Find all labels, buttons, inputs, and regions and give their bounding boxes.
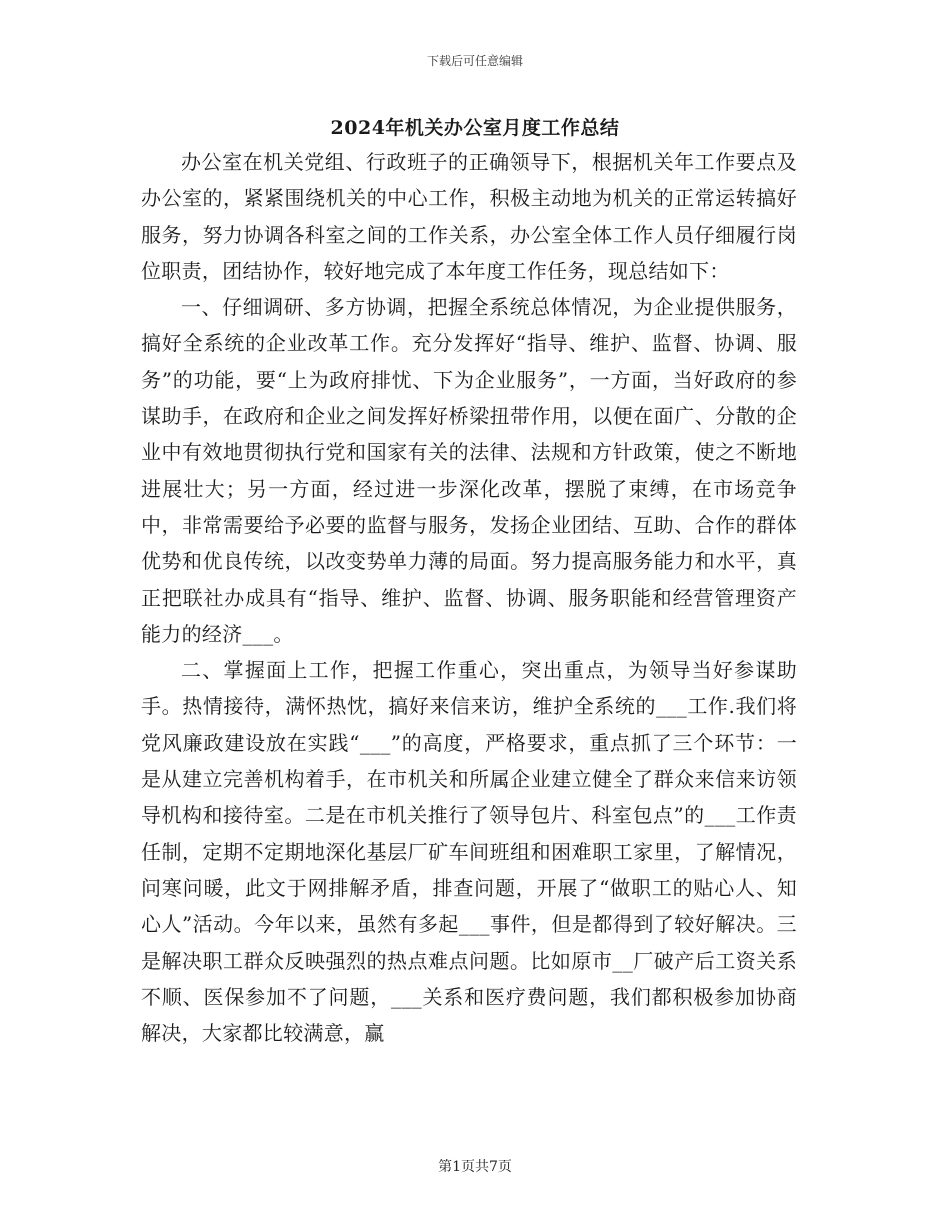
paragraph-section-one: 一、仔细调研、多方协调，把握全系统总体情况，为企业提供服务，搞好全系统的企业改革工作。充分发挥好“指导、维护、监督、协调、服务”的功能，要“上为政府排忧、下为企业服务”，一方面，当好政府的参谋助手，在政府和企业之间发挥好桥梁扭带作用，以便在面广、分散的企业中有效地贯彻执行党和国家有关的法律、法规和方针政策，使之不断地进展壮大；另一方面，经过进一步深化改革，摆脱了束缚，在市场竞争中，非常需要给予必要的监督与服务，发扬企业团结、互助、合作的群体优势和优良传统，以改变势单力薄的局面。努力提高服务能力和水平，真正把联社办成具有“指导、维护、监督、协调、服务职能和经营管理资产能力的经济___。 — [141, 295, 797, 646]
page-header-note: 下载后可任意编辑 — [426, 54, 523, 68]
document-title: 2024年机关办公室月度工作总结 — [330, 117, 620, 139]
paragraph-intro: 办公室在机关党组、行政班子的正确领导下，根据机关年工作要点及办公室的，紧紧围绕机关的中心工作，积极主动地为机关的正常运转搞好服务，努力协调各科室之间的工作关系，办公室全体工作人员仔细履行岗位职责，团结协作，较好地完成了本年度工作任务，现总结如下： — [141, 150, 797, 283]
page-number-footer: 第1页共7页 — [438, 1159, 512, 1175]
document-body — [141, 144, 797, 1051]
paragraph-section-two: 二、掌握面上工作，把握工作重心，突出重点，为领导当好参谋助手。热情接待，满怀热忱，搞好来信来访，维护全系统的___工作.我们将党风廉政建设放在实践“___”的高度，严格要求，重点抓了三个环节：一是从建立完善机构着手，在市机关和所属企业建立健全了群众来信来访领导机构和接待室。二是在市机关推行了领导包片、科室包点”的___工作责任制，定期不定期地深化基层厂矿车间班组和困难职工家里，了解情况，问寒问暖，此文于网排解矛盾，排查问题，开展了“做职工的贴心人、知心人”活动。今年以来，虽然有多起___事件，但是都得到了较好解决。三是解决职工群众反映强烈的热点难点问题。比如原市__厂破产后工资关系不顺、医保参加不了问题，___关系和医疗费问题，我们都积极参加协商解决，大家都比较满意，赢 — [141, 658, 797, 1046]
